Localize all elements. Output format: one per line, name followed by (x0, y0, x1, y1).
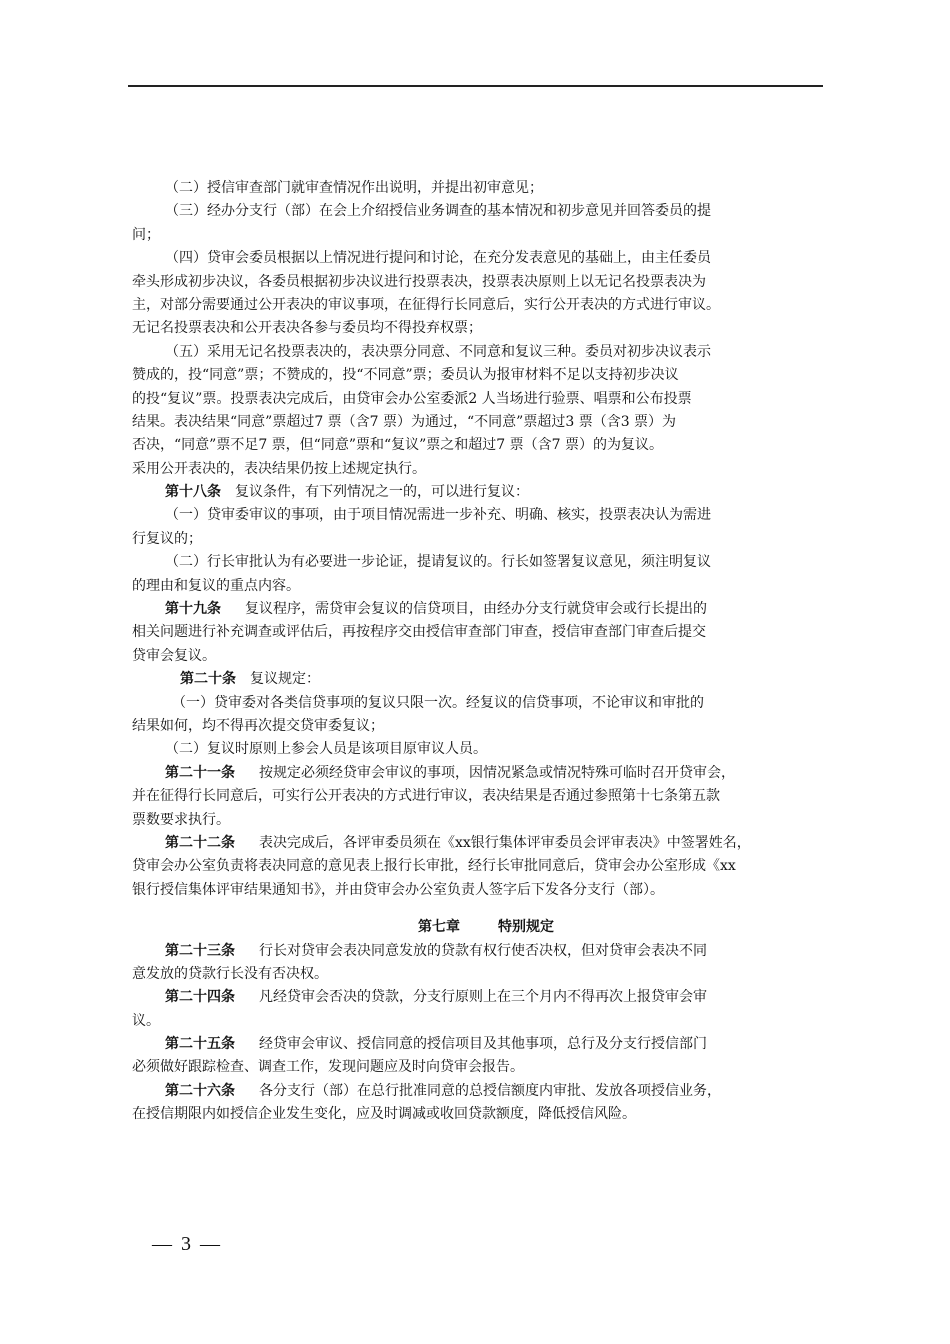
paragraph-line: （四）贷审会委员根据以上情况进行提问和讨论，在充分发表意见的基础上，由主任委员 (165, 250, 711, 267)
article-24 (132, 986, 832, 1009)
paragraph-line: （五）采用无记名投票表决的，表决票分同意、不同意和复议三种。委员对初步决议表示 (165, 343, 711, 360)
paragraph-line: 必须做好跟踪检查、调查工作，发现问题应及时向贷审会报告。 (132, 1059, 524, 1076)
paragraph-line: 采用公开表决的，表决结果仍按上述规定执行。 (132, 460, 426, 477)
article-text: 各分支行（部）在总行批准同意的总授信额度内审批、发放各项授信业务， (259, 1082, 721, 1099)
article-title: 第二十三条 (165, 942, 235, 959)
paragraph-line: 相关问题进行补充调查或评估后，再按程序交由授信审查部门审查，授信审查部门审查后提交 (132, 624, 706, 641)
paragraph-line: （二）复议时原则上参会人员是该项目原审议人员。 (165, 741, 487, 758)
article-25 (132, 1033, 832, 1056)
article-text: 凡经贷审会否决的贷款，分支行原则上在三个月内不得再次上报贷审会审 (259, 989, 707, 1006)
article-18 (132, 481, 832, 504)
article-text: 经贷审会审议、授信同意的授信项目及其他事项，总行及分支行授信部门 (259, 1036, 707, 1053)
article-title: 第二十四条 (165, 989, 235, 1006)
chapter-number: 第七章 (418, 919, 460, 936)
paragraph-line: （一）贷审委审议的事项，由于项目情况需进一步补充、明确、核实，投票表决认为需进 (165, 507, 711, 524)
paragraph-line: 行复议的； (132, 530, 202, 547)
paragraph-line: 银行授信集体评审结果通知书》，并由贷审会办公室负责人签字后下发各分支行（部）。 (132, 881, 664, 898)
paragraph-line: 的理由和复议的重点内容。 (132, 577, 300, 594)
page-number: — 3 — (152, 1233, 222, 1255)
paragraph-line: （一）贷审委对各类信贷事项的复议只限一次。经复议的信贷事项，不论审议和审批的 (172, 694, 704, 711)
document-body (132, 177, 832, 1127)
article-text: 按规定必须经贷审会审议的事项，因情况紧急或情况特殊可临时召开贷审会， (259, 764, 735, 781)
paragraph-line: 议。 (132, 1012, 160, 1029)
paragraph-line: 无记名投票表决和公开表决各参与委员均不得投弃权票； (132, 320, 482, 337)
article-title: 第十九条 (165, 601, 221, 618)
paragraph-line: 在授信期限内如授信企业发生变化，应及时调减或收回贷款额度，降低授信风险。 (132, 1106, 636, 1123)
chapter-heading (132, 916, 832, 939)
paragraph-line: 结果。表决结果“同意”票超过7 票（含7 票）为通过，“不同意”票超过3 票（含3 票）为 (132, 413, 677, 430)
spacer (132, 902, 832, 916)
article-22 (132, 832, 832, 855)
paragraph-line: 否决，“同意”票不足7 票，但“同意”票和“复议”票之和超过7 票（含7 票）的为复议。 (132, 437, 664, 454)
article-23 (132, 940, 832, 963)
paragraph-line: （二）行长审批认为有必要进一步论证，提请复议的。行长如签署复议意见，须注明复议 (165, 554, 711, 571)
paragraph-line: 主，对部分需要通过公开表决的审议事项，在征得行长同意后，实行公开表决的方式进行审议。 (132, 296, 720, 313)
article-21 (132, 762, 832, 785)
paragraph-line: 票数要求执行。 (132, 811, 230, 828)
chapter-title: 特别规定 (498, 919, 554, 936)
article-title: 第二十五条 (165, 1036, 235, 1053)
article-text: 行长对贷审会表决同意发放的贷款有权行使否决权，但对贷审会表决不同 (259, 942, 707, 959)
article-20 (132, 668, 832, 691)
article-title: 第十八条 (165, 484, 221, 501)
article-19 (132, 598, 832, 621)
paragraph-line: （二）授信审查部门就审查情况作出说明，并提出初审意见； (165, 180, 543, 196)
paragraph-line: 并在征得行长同意后，可实行公开表决的方式进行审议，表决结果是否通过参照第十七条第五款 (132, 788, 720, 805)
article-text: 复议程序，需贷审会复议的信贷项目，由经办分支行就贷审会或行长提出的 (245, 601, 707, 618)
article-title: 第二十一条 (165, 764, 235, 781)
paragraph-line: 赞成的，投“同意”票；不赞成的，投“不同意”票；委员认为报审材料不足以支持初步决议 (132, 367, 679, 384)
paragraph-line: 问； (132, 226, 160, 243)
paragraph-line: 贷审会复议。 (132, 647, 216, 664)
article-text: 表决完成后，各评审委员须在《xx银行集体评审委员会评审表决》中签署姓名， (259, 834, 751, 851)
paragraph-line: 结果如何，均不得再次提交贷审委复议； (132, 717, 384, 734)
header-rule (128, 85, 823, 87)
article-title: 第二十条 (180, 671, 236, 688)
paragraph-line: （三）经办分支行（部）在会上介绍授信业务调查的基本情况和初步意见并回答委员的提 (165, 203, 711, 220)
paragraph-line: 贷审会办公室负责将表决同意的意见表上报行长审批，经行长审批同意后，贷审会办公室形成《xx (132, 858, 736, 875)
article-text: 复议规定： (250, 671, 320, 688)
paragraph-line: 的投“复议”票。投票表决完成后，由贷审会办公室委派2 人当场进行验票、唱票和公布投票 (132, 390, 692, 407)
article-26 (132, 1080, 832, 1103)
paragraph-line: 牵头形成初步决议，各委员根据初步决议进行投票表决，投票表决原则上以无记名投票表决为 (132, 273, 706, 290)
article-title: 第二十六条 (165, 1082, 235, 1099)
article-text: 复议条件，有下列情况之一的，可以进行复议： (235, 484, 529, 501)
paragraph-line: 意发放的贷款行长没有否决权。 (132, 965, 328, 982)
article-title: 第二十二条 (165, 834, 235, 851)
